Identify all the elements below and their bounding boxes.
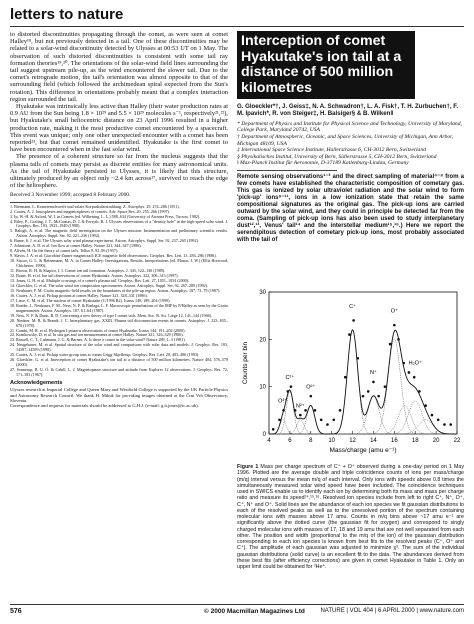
x-tick-label: 18 [411,438,419,444]
data-point [282,409,285,412]
data-point [362,395,365,398]
data-point [290,385,293,388]
reference-item: 16. Coates, A. J. et al. Pickup protons at comet Halley. Nature 321, 328–331 (1986). [10,292,148,298]
caption-text: Mass per charge spectrum of C⁺ + O⁺ observed during a one-day period on 1 May 1996. Plotted are the average double and triple coincidence counts of ions per mass/charge (m/q) interval versus the mean m/q of each interval. Only ions with speeds above 0.8 times the simultaneously measured solar wind speed have been included. The coincidence techniques used in SWICS enable us to identify each ion by determining both its mass and mass per charge ratio and measure its speed¹⁴,¹⁵,¹⁶. Resolved ion species include from left to right C⁺, N⁺, O⁺, C⁺, N⁺ and O⁺. Solid lines are the abundance of each ion species we fit gaussian distributions to each of the resolved peaks as well as to the unresolved portion of the spectrum containing molecular ions with masses above 17 amu. Counts in m/q bins above ~17 amu e⁻¹ are significantly above the dotted curve (the gaussian fit for oxygen) and correspond to singly charged molecular ions with masses of 17, 18 and 19 amu that are not well separated from each other. The position and width (proportional to the m/q of the ion) of the gaussian distribution corresponding to each ion species is known from best fits to the resolved peaks (C⁺, O⁺ and C⁺). The amplitude of each gaussian was adjusted to minimize χ². The sum of the individual gaussian distributions (solid curve) is an excellent fit to the data. The abundances derived from these best fits (after efficiency corrections) are given in comet Hyakutake in Table 1. Only an upper limit could be obtained for ³He⁺. [237,464,464,570]
affiliations [237,121,464,167]
correspondence: Correspondence and requests for materials should be addressed to G.H.J. (e-mail: g.h.jones@ic.ac.uk). [10,403,199,409]
data-point [424,404,427,407]
data-point [384,385,387,388]
affiliation: * Department of Physics and Institute for Physical Science and Technology, University of Maryland, College Park, Maryland 20742, USA [237,120,462,134]
x-tick-label: 14 [370,438,377,444]
body-paragraph: The presence of a coherent structure so far from the nucleus suggests that the plasma tails of comets may persist as discrete entities for many astronomical units. As the tail of Hyakutake persisted to Ulysses, it is likely that this structure, ultimately produced by an object only ~2.4 km across¹⁷, survived to reach the edge of the heliosphere. [10,153,228,190]
data-point [372,381,375,384]
x-tick-label: 16 [390,438,398,444]
y-tick-label: 30 [259,290,266,296]
data-point [314,409,317,412]
x-tick-label: 22 [453,438,461,444]
y-tick-label: 0 [262,432,266,438]
data-point [377,395,380,398]
reference-item: 19. Ness, N. F. & Donn, B. D. Concerning a new theory of type I comet tails. Mem. Soc. R. Sci. Liège 12, 141–144 (1966). [10,312,213,318]
data-point [320,419,323,422]
reference-item: 10. Siscoe, G. L. & Heinemann, M. A. in Comet Halley: Investigations, Results, Interpretations (ed. Mason, J. W.) (Ellis Horwood, Chichester, 1990). [10,258,228,269]
figure-1-chart [237,284,464,459]
affiliation: § Physikalisches Institut, University of Bern, Sidlerstrasse 5, CH-3012 Bern, Switzerland [237,153,437,160]
reference-item: 23. Russell, C. T., Luhmann, J. G. & Barnes, A. Is there a comet in the solar wind? Nature 289, 1–3 (1981). [10,337,186,343]
peak-label: O²⁺ [306,384,316,391]
journal-line: NATURE | VOL 404 | 6 APRIL 2000 | www.nature.com [320,608,464,614]
y-axis-label: Counts per bin [242,341,249,385]
figure-caption [237,464,464,570]
data-point [437,419,440,422]
reference-list [10,205,228,378]
reference-item: 9. Slavin, J. A. et al. Giacobini-Zinner magnetotail: ICE magnetic field observations. Geophys. Res. Lett. 13, 283–286 (1986). [10,253,217,259]
header-rule [10,26,464,27]
data-point [367,390,370,393]
peak-label: H₂O⁺ [408,360,422,367]
data-point [278,419,281,422]
reference-item: 11. Brown, R. H. & Shapiro, I. I. Comet ion tail formation. Astrophys. J. 345, 122–130 (1989). [10,268,166,274]
data-point [431,414,434,417]
data-point [344,376,347,379]
body-paragraph: to distorted discontinuities propagating through the comet, as were seen at comet Halley¹⁸, but not previously detected in a tail. One of these discontinuities may be related to a solar-wind discontinuity detected by Ulysses at 00:53 UT on 1 May. The observation of such distorted discontinuities is consistent with some tail ray formation theories¹⁹,²⁰. The orientations of the solar-wind field lines surrounding the tail suggest upstream pile-up, as the wind encountered the slower tail. Due to the comet's retrograde motion, the tail's orientation was almost opposite to that of the surrounding field (which followed the archimedean spiral expected from the Sun's rotation). This difference in orientations probably meant that a complex interaction region surrounded the tail. [10,31,228,103]
reference-item: 22. Krankowsky, D. et al. In situ gas and ion measurements at comet Halley. Nature 321, 326–329 (1986). [10,332,184,338]
reference-item: 13. Jones, G. H. et al. Multiple crossings of a comet's plasma tail. Geophys. Res. Lett. 27, 1051–1054 (2000). [10,277,190,283]
data-point [356,357,359,360]
data-point [272,428,275,431]
affiliation: † Department of Atmospheric, Oceanic, and Space Sciences, University of Michigan, Ann Arbor, Michigan 48109, USA [237,134,454,147]
data-point [408,371,411,374]
reference-item: 7. Johnstone, A. D. et al. Ion flow at comet Halley. Nature 321, 344–347 (1986). [10,243,142,249]
reference-item: 24. Neugebauer, M. et al. Spatial structure of the solar wind and comparisons with solar data and models. J. Geophys. Res. 103, 14587–14599 (1998). [10,342,228,353]
peak-label: N²⁺ [295,403,305,410]
peak-label: C²⁺ [285,374,295,381]
x-tick-label: 6 [288,438,292,444]
peak-label: N⁺ [370,370,377,377]
footer-rule [10,604,464,605]
ack-heading: Acknowledgements [10,380,63,387]
author-list: G. Gloeckler*†, J. Geiss‡, N. A. Schwadron†, L. A. Fisk†, T. H. Zurbuchen†, F. M. Ipavich*, R. von Steiger‡, H. Balsiger§ & B. Wilken‖ [237,103,459,118]
reference-item: 8. Alfvén, H. On the theory of comet tails. Tellus 9, 92–96 (1957). [10,248,119,254]
data-point [397,338,400,341]
data-point [309,395,312,398]
data-point [393,324,396,327]
reference-item: 2. Coates, A. J. Ionospheres and magnetospheres of comets. Adv. Space Res. 20, 255–266 (1997). [10,208,170,214]
data-point [339,409,342,412]
data-point [294,409,297,412]
reference-item: 5. Balogh, A. et al. The magnetic field investigation on the Ulysses mission: Instrumentation and preliminary scientific results. Astron. Astrophys. Suppl. Ser. 92, 221–236 (1992). [10,228,228,239]
reference-item: 15. Neubauer, F. M. Giotto magnetic-field results on the boundaries of the pile-up region. Astron. Astrophys. 187, 73–79 (1987). [10,287,221,293]
reference-item: 26. Gloeckler, G. et al. Interception of comet Hyakutake's ion tail at a distance of 500 million kilometres. Nature 404, 576–578 (2000). [10,357,228,368]
abstract-rule [237,170,337,171]
data-point [389,343,392,346]
left-column [10,31,228,409]
received-date: Received 3 November 1999; accepted 8 February 2000. [10,192,131,199]
reference-item: 21. Combi, M. R. et al. Hydrogen Lyman-α observations of comet Hyakutake. Icarus 144, 191–202 (2000). [10,327,186,333]
article-title: Interception of comet Hyakutake's ion tail at a distance of 500 million kilometres [237,31,415,99]
reference-item: 14. Gloeckler, G. et al. The solar wind ion composition spectrometer. Astron. Astrophys. Suppl. Ser. 92, 267–289 (1992). [10,282,209,288]
gaussian-component [269,339,456,434]
page-number: 576 [10,608,22,615]
reference-item: 25. Coates, A. J. et al. Pickup water group ions at comet Grigg-Skjellerup. Geophys. Res. Lett. 20, 483–486 (1993). [10,352,200,358]
data-point [352,319,355,322]
data-point [449,423,452,426]
reference-item: 6. Bame, S. J. et al. The Ulysses solar wind plasma experiment. Astron. Astrophys. Suppl. Ser. 92, 237–265 (1992). [10,238,199,244]
data-point [299,414,302,417]
refs-rule [10,202,130,203]
body-paragraph: Hyakutake was intrinsically less active than Halley (their water production rates at 0.9 AU from the Sun being 1.8 × 10²⁹ and 5.5 × 10²⁹ molecules s⁻¹, respectively²¹,²²), but Hyakutake's small heliocentric distance on 23 April 1996 resulted in a higher production rate, making it the most productive comet encountered by a spacecraft. This event was unique; only one other unexpected encounter with a comet has been reported²³, but that comet remained unidentified. Hyakutake is the first comet to have been encountered when in the fast solar wind. [10,103,228,154]
caption-label: Figure 1 [237,464,259,470]
data-point [304,409,307,412]
data-point [332,419,335,422]
peak-label: C⁺ [349,303,356,310]
peak-label: O³⁺ [278,398,288,405]
reference-item: 1. Biermann, L. Kometenschweife und solare Korpuskularstrahlung. Z. Astrophys. 29, 274–286 (1951). [10,203,180,209]
abstract: Remote sensing observations¹⁻³ and the direct sampling of material⁴⁻⁸ from a few comets have established the characteristic composition of cometary gas. This gas is ionized by solar ultraviolet radiation and the solar wind to form 'pick-up' ions⁹⁻¹¹, ions in a low ionization state that retain the same compositional signatures as the original gas. The pick-up ions are carried outward by the solar wind, and they could in principle be detected far from the coma. (Sampling of pick-up ions has also been used to study interplanetary dust¹²,¹³, Venus' tail¹⁴ and the interstellar medium¹⁵,¹⁶.) Here we report the serendipitous detection of cometary pick-up ions, most probably associated with the tail of [237,173,464,243]
reference-item: 3. Ip, W.-H. & Axford, W. I. in Comets (ed. Wilkening, L. L.) 588–634 (University of Arizona Press, Tucson, 1982). [10,213,201,219]
data-point [326,423,329,426]
publisher-line: © 2000 Macmillan Magazines Ltd [204,608,305,615]
right-column [237,31,464,244]
data-point [348,333,351,336]
section-header: letters to nature [10,6,124,23]
data-point [402,362,405,365]
x-axis-label: Mass/charge (amu e⁻¹) [329,447,397,454]
x-tick-label: 8 [309,438,313,444]
reference-item: 12. Rauer, H. et al. Ion tail observations of comet Hyakutake. Astron. Astrophys. 322, 306–315 (1997). [10,273,179,279]
reference-item: 27. Sonnerup, B. U. Ö. & Cahill, L. J. Magnetopause structure and attitude from Explorer 12 observations. J. Geophys. Res. 72, 171–183 (1967). [10,367,228,378]
reference-item: 18. Raeder, J., Neubauer, F. M., Ness, N. F. & Burlaga, L. F. Macroscopic perturbations of the IMF by P/Halley as seen by the Giotto magnetometer. Astron. Astrophys. 187, 61–64 (1987). [10,302,228,313]
x-tick-label: 10 [328,438,336,444]
reference-item: 17. Lisse, C. M. et al. The nucleus of comet Hyakutake (C/1996 B2). Icarus 140, 189–204 (1999). [10,297,171,303]
peak-label: O⁺ [390,308,398,315]
affiliation: ‖ Max-Planck Institut für Aeronomie, D-37189 Katlenburg-Lindau, Germany [237,160,409,167]
reference-item: 20. Niedner, M. B. & Brandt, J. C. Interplanetary gas. XXIII. Plasma tail disconnection events in comets. Astrophys. J. 223, 655–670 (1978). [10,317,228,328]
x-tick-label: 12 [349,438,356,444]
ack-text: Ulysses research at Imperial College and Queen Mary and Westfield College is supported by the UK Particle Physics and Astronomy Research Council. We thank H. Mikuž for providing images obtained at the Črni Vrh Observatory, Slovenia. [10,387,228,404]
x-tick-label: 4 [267,438,271,444]
data-point [413,376,416,379]
x-tick-label: 20 [432,438,440,444]
reference-item: 4. Riley, P., Gosling, J. T., McComas, D. J. & Forsyth, R. J. Ulysses observations of a "density hole" in the high-speed solar wind. J. Geophys. Res. 103, 1933–1940 (1998). [10,218,228,229]
affiliation: ‡ International Space Science Institute, Hallerstrasse 6, CH-3012 Bern, Switzerland [237,147,426,154]
y-tick-label: 10 [259,384,266,391]
data-point [418,390,421,393]
data-point [443,423,446,426]
data-point [287,390,290,393]
y-tick-label: 20 [259,337,266,344]
